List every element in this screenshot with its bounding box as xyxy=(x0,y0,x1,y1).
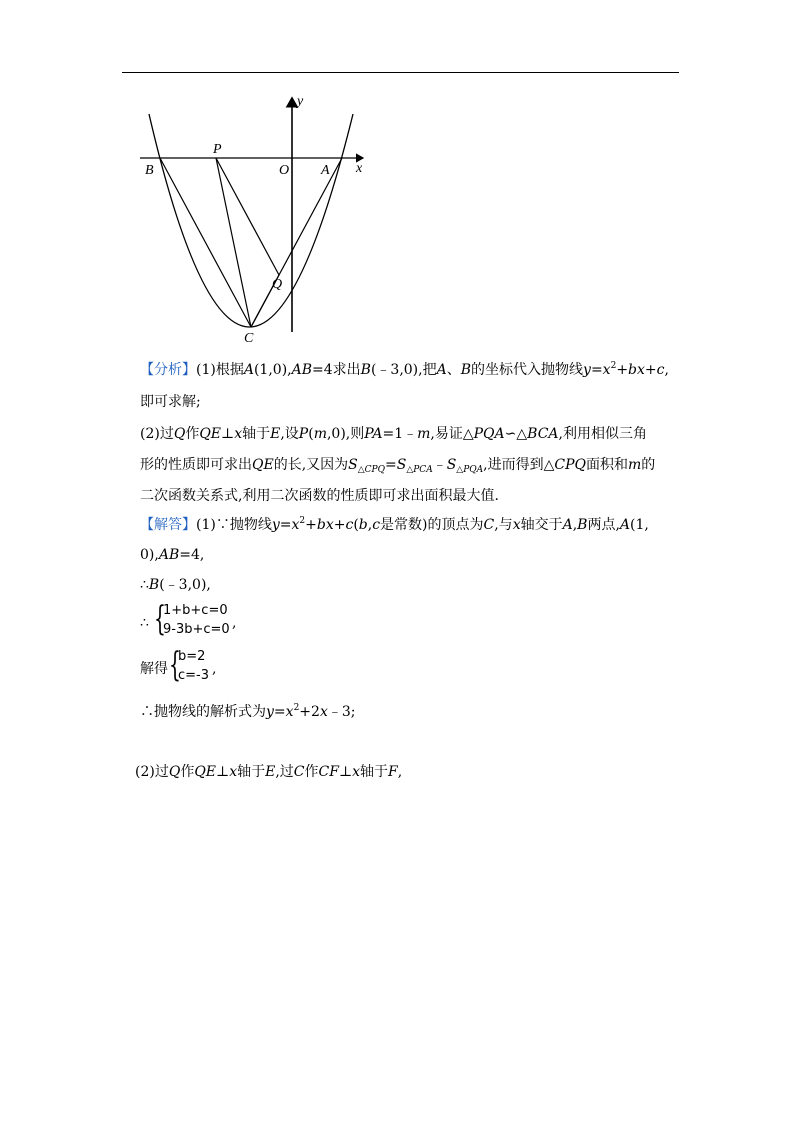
text: + xyxy=(616,362,629,378)
text: 二次函数关系式,利用二次函数的性质即可求出面积最大值. xyxy=(140,488,499,504)
var: y xyxy=(271,517,280,533)
exponent: 2 xyxy=(299,516,306,526)
exponent: 2 xyxy=(293,703,300,713)
analysis-tag: 【分析】 xyxy=(140,362,196,378)
system2-tail xyxy=(212,660,216,678)
text: 、 xyxy=(446,362,461,378)
system1-brace: { xyxy=(154,599,166,639)
segment-pq xyxy=(216,158,279,275)
text: 作 xyxy=(185,426,200,442)
var: x xyxy=(285,704,294,720)
var: c xyxy=(372,517,381,533)
var: B xyxy=(577,517,588,533)
var: E xyxy=(265,764,276,780)
var: QE xyxy=(199,426,222,442)
text: 轴于 xyxy=(360,764,389,780)
analysis-line-2 xyxy=(140,393,201,411)
label-q: Q xyxy=(272,277,283,292)
var: C xyxy=(293,764,305,780)
text: ,0),则 xyxy=(326,426,365,442)
text: 即可求解; xyxy=(140,394,201,410)
var: m xyxy=(313,426,327,442)
text: 是常数)的顶点为 xyxy=(380,517,484,533)
text: 面积和 xyxy=(585,457,628,473)
text: 形的性质即可求出 xyxy=(140,457,252,473)
text: ∴抛物线的解析式为 xyxy=(140,704,266,720)
analysis-line-3 xyxy=(140,425,647,443)
text: 轴交于 xyxy=(520,517,563,533)
text: (﹣3,0), xyxy=(159,577,211,593)
var: x xyxy=(291,517,300,533)
var: C xyxy=(483,517,495,533)
solution-line-2 xyxy=(140,546,204,564)
var: B xyxy=(148,577,160,593)
text: 轴于 xyxy=(237,764,266,780)
text: =4, xyxy=(179,547,205,563)
analysis-line-5 xyxy=(140,487,499,505)
label-c: C xyxy=(244,331,254,346)
text: = xyxy=(590,362,603,378)
var: bx xyxy=(316,517,334,533)
text: + xyxy=(644,362,657,378)
text: (1)∵抛物线 xyxy=(196,517,272,533)
text: 作 xyxy=(180,764,195,780)
therefore-sign xyxy=(140,614,149,632)
text: , xyxy=(397,764,403,780)
segment-pc xyxy=(216,158,251,327)
solution-line-5 xyxy=(140,660,168,678)
parabola-figure xyxy=(130,92,380,348)
var: m xyxy=(417,426,431,442)
text: (2)过 xyxy=(140,426,174,442)
text: (1,0), xyxy=(253,362,292,378)
text: (﹣3,0),把 xyxy=(370,362,437,378)
var: QE xyxy=(194,764,217,780)
var: CPQ xyxy=(554,457,586,473)
solution-line-3 xyxy=(140,576,211,594)
text: 作 xyxy=(304,764,319,780)
exponent: 2 xyxy=(610,361,617,371)
text: (1)根据 xyxy=(196,362,244,378)
var: m xyxy=(627,457,642,473)
text: ,设 xyxy=(280,426,299,442)
var: b xyxy=(358,517,368,533)
text: 解得 xyxy=(140,661,168,677)
text: ∽△ xyxy=(504,426,528,442)
system1-row-2: 9-3b+c=0 xyxy=(163,622,230,637)
text: , xyxy=(664,362,669,378)
text: (1, xyxy=(630,517,649,533)
var: PA xyxy=(364,426,383,442)
var: x xyxy=(602,362,611,378)
text: ,过 xyxy=(275,764,294,780)
var: PQA xyxy=(473,426,505,442)
var: A xyxy=(619,517,631,533)
parabola-curve xyxy=(149,114,353,327)
label-y: y xyxy=(297,94,304,109)
var: bx xyxy=(628,362,645,378)
subscript: △PCA xyxy=(406,465,433,475)
var: S xyxy=(396,457,407,473)
text: 的长,又因为 xyxy=(273,457,349,473)
label-x: x xyxy=(356,161,363,176)
var: c xyxy=(345,517,354,533)
label-a: A xyxy=(321,163,330,178)
text: ,与 xyxy=(494,517,513,533)
var: QE xyxy=(252,457,274,473)
var: BCA xyxy=(527,426,559,442)
var: P xyxy=(298,426,309,442)
text: ( xyxy=(308,426,314,442)
text: (2)过 xyxy=(135,764,169,780)
system2-row-2: c=-3 xyxy=(178,668,210,683)
text: ∴ xyxy=(140,577,149,593)
var: y xyxy=(583,362,591,378)
var: c xyxy=(656,362,665,378)
text: = xyxy=(273,704,286,720)
solution-line-1 xyxy=(140,516,649,534)
text: 0), xyxy=(140,547,159,563)
text: 轴于 xyxy=(242,426,271,442)
text: =1﹣ xyxy=(382,426,418,442)
text: ( xyxy=(353,517,359,533)
system2-brace: { xyxy=(169,645,181,685)
var: B xyxy=(360,362,371,378)
solution-tag: 【解答】 xyxy=(140,517,196,533)
text: ∴ xyxy=(140,615,149,631)
text: ,进而得到△ xyxy=(483,457,555,473)
text: ⊥ xyxy=(338,764,353,780)
system2-row-1: b=2 xyxy=(178,649,206,664)
segment-bc xyxy=(160,158,251,327)
text: ,易证△ xyxy=(430,426,474,442)
solution-line-6 xyxy=(140,703,355,721)
text: ﹣3; xyxy=(327,704,356,720)
text: 的 xyxy=(641,457,656,473)
var: A xyxy=(243,362,254,378)
var: AB xyxy=(158,547,180,563)
var: S xyxy=(446,457,457,473)
text: = xyxy=(385,457,397,473)
text: ,利用相似三角 xyxy=(558,426,647,442)
var: CF xyxy=(318,764,339,780)
label-b: B xyxy=(145,163,154,178)
var: A xyxy=(436,362,447,378)
var: x xyxy=(229,764,238,780)
label-o: O xyxy=(279,163,290,178)
subscript: △CPQ xyxy=(357,465,385,475)
text: ﹣ xyxy=(432,457,447,473)
text: ⊥ xyxy=(216,764,230,780)
text: +2 xyxy=(299,704,320,720)
var: E xyxy=(270,426,281,442)
header-rule xyxy=(122,72,679,73)
label-p: P xyxy=(213,142,222,157)
text: , xyxy=(367,517,373,533)
text: 两点, xyxy=(587,517,620,533)
analysis-line-1 xyxy=(140,361,669,379)
var: AB xyxy=(291,362,313,378)
text: , xyxy=(212,661,217,677)
text: 的坐标代入抛物线 xyxy=(471,362,584,378)
var: Q xyxy=(173,426,186,442)
text: , xyxy=(572,517,578,533)
analysis-line-4 xyxy=(140,456,655,474)
text: =4求出 xyxy=(312,362,361,378)
text: ⊥ xyxy=(221,426,235,442)
text: + xyxy=(333,517,346,533)
var: x xyxy=(352,764,361,780)
system1-row-1: 1+b+c=0 xyxy=(163,603,228,618)
var: x xyxy=(234,426,243,442)
var: S xyxy=(348,457,358,473)
var: x xyxy=(319,704,328,720)
text: = xyxy=(279,517,292,533)
var: F xyxy=(388,764,398,780)
text: , xyxy=(232,615,237,631)
text: + xyxy=(305,517,317,533)
var: A xyxy=(562,517,573,533)
solution-line-7 xyxy=(135,763,402,781)
figure-svg xyxy=(130,92,380,348)
var: Q xyxy=(168,764,181,780)
subscript: △PQA xyxy=(456,465,484,475)
var: B xyxy=(460,362,472,378)
system1-tail xyxy=(232,614,236,632)
var: x xyxy=(512,517,521,533)
var: y xyxy=(266,704,274,720)
